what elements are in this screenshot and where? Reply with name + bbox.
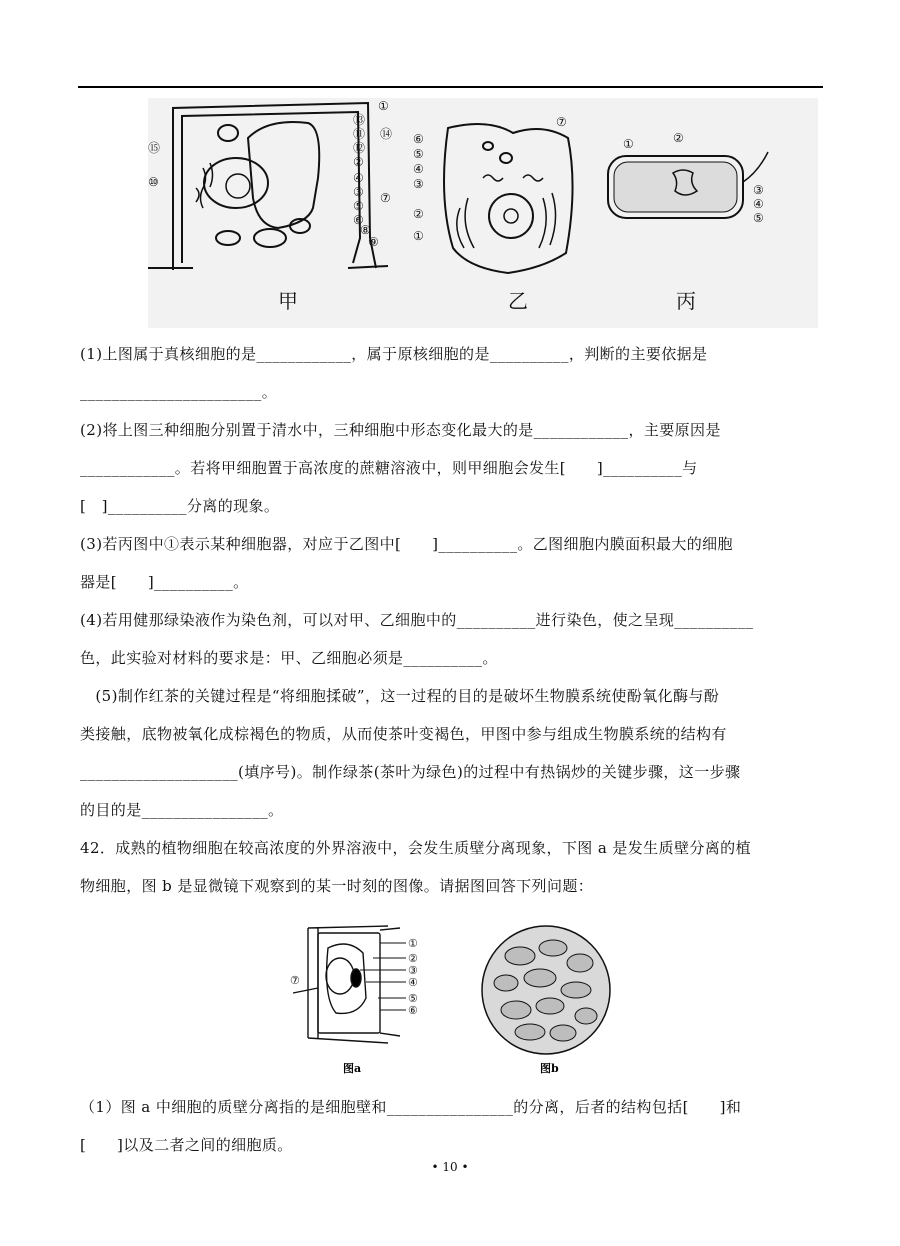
jia-marker-12: ⑫ bbox=[353, 141, 366, 155]
caption-fig-a: 图a bbox=[343, 1062, 362, 1075]
figure-plasmolysis bbox=[288, 918, 628, 1083]
cell-labels bbox=[278, 289, 696, 313]
jia-marker-4: ④ bbox=[353, 171, 364, 185]
q41-line-2: _______________________。 bbox=[80, 383, 278, 401]
jia-marker-5: ⑤ bbox=[353, 199, 364, 213]
bing-marker-2: ② bbox=[673, 131, 684, 145]
jia-marker-13: ⑬ bbox=[353, 113, 366, 127]
yi-marker-2: ② bbox=[413, 207, 424, 221]
plasmolysis-diagram bbox=[288, 918, 628, 1083]
yi-marker-6: ⑥ bbox=[413, 132, 424, 146]
label-yi: 乙 bbox=[508, 289, 528, 313]
bing-marker-3: ③ bbox=[753, 183, 764, 197]
jia-marker-14: ⑭ bbox=[380, 127, 393, 141]
caption-fig-b: 图b bbox=[540, 1062, 559, 1075]
bing-marker-1: ① bbox=[623, 137, 634, 151]
figure-cells-jia-yi-bing bbox=[148, 98, 818, 328]
fig-a-marker-5: ⑤ bbox=[408, 992, 418, 1005]
page-number: • 10 • bbox=[431, 1160, 469, 1174]
fig-a-marker-4: ④ bbox=[408, 976, 418, 989]
q41-line-10: (5)制作红茶的关键过程是“将细胞揉破”，这一过程的目的是破坏生物膜系统使酚氧化酶与酚 bbox=[80, 687, 720, 705]
q41-line-8: (4)若用健那绿染液作为染色剂，可以对甲、乙细胞中的__________进行染色，使之呈现__________ bbox=[80, 611, 754, 629]
label-bing: 丙 bbox=[676, 289, 696, 313]
q41-line-12: ____________________(填序号)。制作绿茶(茶叶为绿色)的过程中有热锅炒的关键步骤，这一步骤 bbox=[80, 763, 741, 781]
cells-diagram bbox=[148, 98, 818, 328]
fig-a-marker-1: ① bbox=[408, 937, 418, 950]
question-text-block-2 bbox=[80, 1088, 822, 1164]
yi-marker-3: ③ bbox=[413, 177, 424, 191]
q41-line-6: (3)若丙图中①表示某种细胞器，对应于乙图中[ ]__________。乙图细胞内膜面积最大的细胞 bbox=[80, 535, 733, 553]
jia-marker-7: ⑦ bbox=[380, 191, 391, 205]
jia-marker-15: ⑮ bbox=[148, 141, 161, 155]
q41-line-3: (2)将上图三种细胞分别置于清水中，三种细胞中形态变化最大的是____________，主要原因是 bbox=[80, 421, 721, 439]
jia-marker-10: ⑩ bbox=[148, 175, 159, 189]
fig-a-marker-6: ⑥ bbox=[408, 1004, 418, 1017]
fig-b-micrograph bbox=[482, 926, 610, 1054]
top-rule bbox=[78, 86, 823, 88]
bing-prokaryote bbox=[608, 152, 768, 218]
jia-marker-8: ⑧ bbox=[360, 223, 371, 237]
q41-line-4: ____________。若将甲细胞置于高浓度的蔗糖溶液中，则甲细胞会发生[ ]__________与 bbox=[80, 459, 698, 477]
fig-a-plant-cell bbox=[293, 926, 406, 1043]
yi-marker-4: ④ bbox=[413, 162, 424, 176]
q42-line-1: 42．成熟的植物细胞在较高浓度的外界溶液中，会发生质壁分离现象，下图 a 是发生质壁分离的植 bbox=[80, 839, 751, 857]
jia-marker-1: ① bbox=[378, 99, 389, 113]
bing-marker-4: ④ bbox=[753, 197, 764, 211]
fig-a-marker-2: ② bbox=[408, 952, 418, 965]
jia-marker-9: ⑨ bbox=[368, 235, 379, 249]
yi-marker-5: ⑤ bbox=[413, 147, 424, 161]
q42-sub1-line-1: （1）图 a 中细胞的质壁分离指的是细胞壁和________________的分离，后者的结构包括[ ]和 bbox=[80, 1098, 742, 1116]
jia-marker-3: ③ bbox=[353, 185, 364, 199]
fig-a-marker-3: ③ bbox=[408, 964, 418, 977]
q42-sub1-line-2: [ ]以及二者之间的细胞质。 bbox=[80, 1136, 293, 1154]
jia-plant-cell bbox=[148, 103, 388, 270]
q42-line-2: 物细胞，图 b 是显微镜下观察到的某一时刻的图像。请据图回答下列问题： bbox=[80, 877, 594, 895]
jia-marker-2: ② bbox=[353, 155, 364, 169]
question-text-block bbox=[80, 335, 822, 905]
fig-a-marker-7: ⑦ bbox=[290, 974, 300, 987]
q41-line-5: [ ]__________分离的现象。 bbox=[80, 497, 280, 515]
q41-line-7: 器是[ ]__________。 bbox=[80, 573, 249, 591]
q41-line-1: (1)上图属于真核细胞的是____________，属于原核细胞的是__________，判断的主要依据是 bbox=[80, 345, 708, 363]
label-jia: 甲 bbox=[278, 289, 298, 313]
bing-marker-5: ⑤ bbox=[753, 211, 764, 225]
yi-marker-7: ⑦ bbox=[556, 115, 567, 129]
yi-marker-1: ① bbox=[413, 229, 424, 243]
q41-line-13: 的目的是________________。 bbox=[80, 801, 284, 819]
q41-line-9: 色，此实验对材料的要求是：甲、乙细胞必须是__________。 bbox=[80, 649, 498, 667]
jia-marker-6: ⑥ bbox=[353, 213, 364, 227]
q41-line-11: 类接触，底物被氧化成棕褐色的物质，从而使茶叶变褐色，甲图中参与组成生物膜系统的结构有 bbox=[80, 725, 727, 743]
jia-marker-11: ⑪ bbox=[353, 127, 366, 141]
yi-animal-cell bbox=[444, 124, 573, 273]
